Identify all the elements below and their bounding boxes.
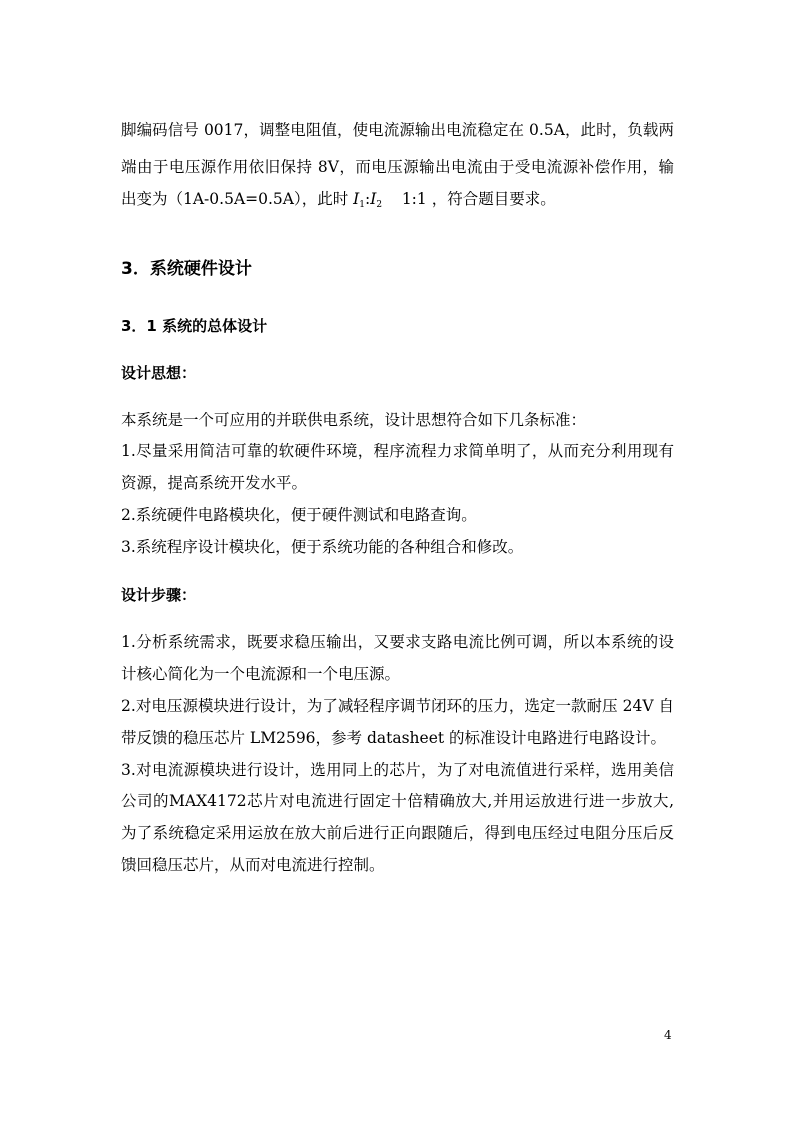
step-1-line-2: 计核心简化为一个电流源和一个电压源。 — [121, 665, 401, 683]
ratio-colon: : — [365, 190, 371, 208]
step-3-line-1: 3.对电流源模块进行设计，选用同上的芯片，为了对电流值进行采样，选用美信 — [121, 761, 674, 779]
design-idea-intro: 本系统是一个可应用的并联供电系统，设计思想符合如下几条标准： — [121, 411, 587, 429]
design-idea-item-3: 3.系统程序设计模块化，便于系统功能的各种组合和修改。 — [121, 538, 524, 556]
subscript-2: 2 — [376, 200, 383, 210]
intro-line-3-post: 1:1 ，符合题目要求。 — [382, 190, 556, 208]
section-3-heading: 3．系统硬件设计 — [121, 259, 252, 279]
step-3-line-3: 为了系统稳定采用运放在放大前后进行正向跟随后，得到电压经过电阻分压后反 — [121, 824, 674, 842]
design-steps-heading: 设计步骤： — [121, 586, 197, 604]
page-number: 4 — [664, 1028, 672, 1042]
step-3-line-4: 馈回稳压芯片，从而对电流进行控制。 — [121, 856, 385, 874]
design-idea-item-1-line-1: 1.尽量采用简洁可靠的软硬件环境，程序流程力求简单明了，从而充分利用现有 — [121, 442, 674, 460]
design-idea-item-2: 2.系统硬件电路模块化，便于硬件测试和电路查询。 — [121, 506, 477, 524]
step-2-line-2: 带反馈的稳压芯片 LM2596，参考 datasheet 的标准设计电路进行电路设计。 — [121, 729, 667, 747]
step-1-line-1: 1.分析系统需求，既要求稳压输出，又要求支路电流比例可调，所以本系统的设 — [121, 633, 674, 651]
step-3-line-2: 公司的MAX4172芯片对电流进行固定十倍精确放大,并用运放进行进一步放大, — [121, 792, 674, 810]
current-symbol-i2: I — [370, 190, 377, 208]
design-idea-heading: 设计思想： — [121, 364, 197, 382]
section-3-1-heading: 3．1 系统的总体设计 — [121, 317, 268, 335]
intro-line-3-pre: 出变为（1A-0.5A=0.5A），此时 — [121, 190, 354, 208]
current-symbol-i1: I — [353, 190, 360, 208]
intro-line-2: 端由于电压源作用依旧保持 8V，而电压源输出电流由于受电流源补偿作用，输 — [121, 158, 674, 176]
intro-line-1: 脚编码信号 0017，调整电阻值，使电流源输出电流稳定在 0.5A，此时，负载两 — [121, 121, 674, 139]
subscript-1: 1 — [359, 200, 366, 210]
intro-line-3 — [121, 189, 556, 215]
design-idea-item-1-line-2: 资源，提高系统开发水平。 — [121, 474, 308, 492]
step-2-line-1: 2.对电压源模块进行设计，为了减轻程序调节闭环的压力，选定一款耐压 24V 自 — [121, 697, 674, 715]
